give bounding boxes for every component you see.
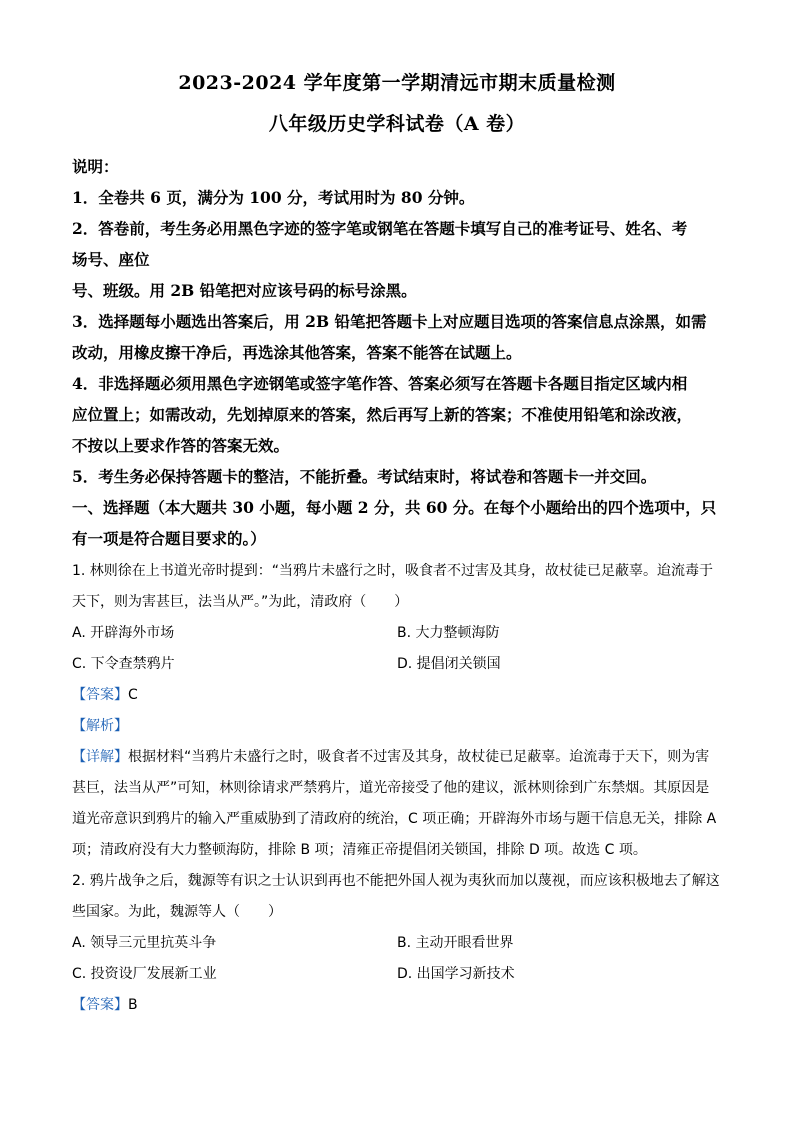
question-1-option-d: D. 提倡闭关锁国: [397, 656, 501, 672]
question-1-answer: [72, 680, 722, 711]
analysis-tag: 【解析】: [72, 718, 128, 734]
question-2-option-c: C. 投资设厂发展新工业: [72, 966, 217, 982]
exam-title-line2: 八年级历史学科试卷（A 卷）: [268, 113, 526, 135]
note-item-2-line1: 2．答卷前，考生务必用黑色字迹的签字笔或钢笔在答题卡填写自己的准考证号、姓名、考: [72, 219, 688, 238]
note-item-3-line2: 改动，用橡皮擦干净后，再选涂其他答案，答案不能答在试题上。: [72, 343, 522, 362]
question-1-detail-line4: 项；清政府没有大力整顿海防，排除 B 项；清雍正帝提倡闭关锁国，排除 D 项。故选 C 项。: [72, 842, 647, 858]
question-2-option-d: D. 出国学习新技术: [397, 966, 515, 982]
question-1-stem-line2: 天下，则为害甚巨，法当从严。”为此，清政府（ ）: [72, 594, 409, 610]
question-2-options-row1: [72, 928, 722, 959]
question-2-options-row2: [72, 959, 722, 990]
question-1-stem-line1: 1. 林则徐在上书道光帝时提到：“当鸦片未盛行之时，吸食者不过害及其身，故杖徒已足蔽辜。迨流毒于: [72, 563, 714, 579]
section-heading-line2: 有一项是符合题目要求的。）: [72, 529, 266, 548]
note-item-1: 1．全卷共 6 页，满分为 100 分，考试用时为 80 分钟。: [72, 188, 475, 207]
section-heading-line1: 一、选择题（本大题共 30 小题，每小题 2 分，共 60 分。在每个小题给出的四个选项中，只: [72, 498, 717, 517]
note-item-4-line2: 应位置上；如需改动，先划掉原来的答案，然后再写上新的答案；不准使用铅笔和涂改液，: [72, 405, 693, 424]
question-1-detail-line3: 道光帝意识到鸦片的输入严重威胁到了清政府的统治，C 项正确；开辟海外市场与题干信息无关，排除 A: [72, 811, 717, 827]
note-item-2-line3: 号、班级。用 2B 铅笔把对应该号码的标号涂黑。: [72, 281, 417, 300]
question-1-detail-line2: 甚巨，法当从严”可知，林则徐请求严禁鸦片，道光帝接受了他的建议，派林则徐到广东禁烟。其原因是: [72, 780, 710, 796]
answer-value: C: [128, 687, 138, 703]
exam-page: [72, 70, 722, 1021]
note-item-5: 5．考生务必保持答题卡的整洁，不能折叠。考试结束时，将试卷和答题卡一并交回。: [72, 467, 657, 486]
note-item-4-line3: 不按以上要求作答的答案无效。: [72, 436, 290, 455]
notes-heading: 说明：: [72, 157, 119, 176]
question-1-analysis: [72, 711, 722, 742]
note-item-4-line1: 4．非选择题必须用黑色字迹钢笔或签字笔作答、答案必须写在答题卡各题目指定区域内相: [72, 374, 688, 393]
note-item-3-line1: 3．选择题每小题选出答案后，用 2B 铅笔把答题卡上对应题目选项的答案信息点涂黑，如需: [72, 312, 707, 331]
question-1-detail-line1: [72, 742, 722, 773]
question-2-option-a: A. 领导三元里抗英斗争: [72, 935, 217, 951]
answer-tag: 【答案】: [72, 997, 128, 1013]
note-item-2-line2: 场号、座位: [72, 250, 150, 269]
question-1-options-row1: [72, 618, 722, 649]
question-1-option-c: C. 下令查禁鸦片: [72, 656, 175, 672]
exam-title-line1: 2023-2024 学年度第一学期清远市期末质量检测: [178, 72, 616, 94]
detail-text: 根据材料“当鸦片未盛行之时，吸食者不过害及其身，故杖徒已足蔽辜。迨流毒于天下，则为害: [128, 749, 710, 765]
question-2-option-b: B. 主动开眼看世界: [397, 935, 514, 951]
question-2-stem-line1: 2. 鸦片战争之后，魏源等有识之士认识到再也不能把外国人视为夷狄而加以蔑视，而应该积极地去了解这: [72, 873, 720, 889]
answer-value: B: [128, 997, 138, 1013]
question-2-answer: [72, 990, 722, 1021]
question-2-stem-line2: 些国家。为此，魏源等人（ ）: [72, 904, 282, 920]
question-1-options-row2: [72, 649, 722, 680]
answer-tag: 【答案】: [72, 687, 128, 703]
detail-tag: 【详解】: [72, 749, 128, 765]
question-1-option-a: A. 开辟海外市场: [72, 625, 175, 641]
question-1-option-b: B. 大力整顿海防: [397, 625, 500, 641]
